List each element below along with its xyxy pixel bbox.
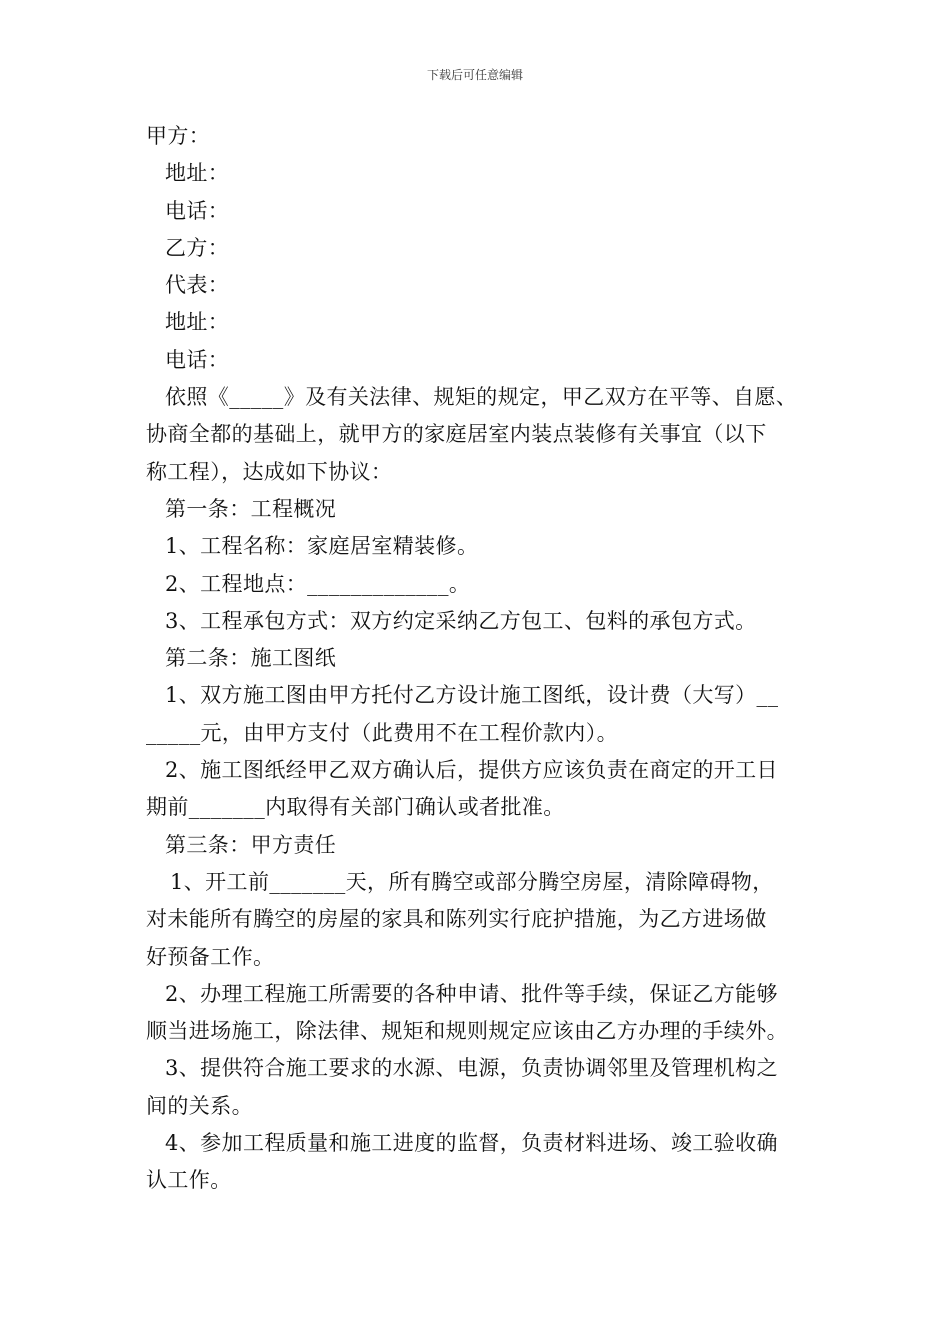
article-1-item-2: 2、工程地点：_____________。	[165, 571, 471, 596]
article-3-item-4-line-1: 4、参加工程质量和施工进度的监督，负责材料进场、竣工验收确	[165, 1131, 778, 1156]
article-2-item-1-line-2: _____元，由甲方支付（此费用不在工程价款内）。	[146, 720, 618, 745]
article-3-item-4-line-2: 认工作。	[146, 1168, 232, 1193]
article-1-item-3: 3、工程承包方式：双方约定采纳乙方包工、包料的承包方式。	[165, 608, 757, 633]
preamble-line-3: 称工程），达成如下协议：	[146, 459, 393, 484]
article-3-item-2-line-2: 顺当进场施工，除法律、规矩和规则规定应该由乙方办理的手续外。	[146, 1019, 788, 1044]
preamble-line-1: 依照《_____》及有关法律、规矩的规定，甲乙双方在平等、自愿、	[165, 385, 798, 410]
article-3-item-2-line-1: 2、办理工程施工所需要的各种申请、批件等手续，保证乙方能够	[165, 981, 778, 1006]
article-3-item-1-line-2: 对未能所有腾空的房屋的家具和陈列实行庇护措施，为乙方进场做	[146, 907, 767, 932]
contract-body	[146, 118, 816, 1200]
party-b-address: 地址：	[165, 310, 230, 335]
article-1-item-1: 1、工程名称：家庭居室精装修。	[165, 534, 479, 559]
article-3-item-3-line-1: 3、提供符合施工要求的水源、电源，负责协调邻里及管理机构之	[165, 1056, 778, 1081]
party-a-phone: 电话：	[165, 198, 230, 223]
article-3-item-3-line-2: 间的关系。	[146, 1093, 253, 1118]
article-3-item-1-line-1: 1、开工前_______天，所有腾空或部分腾空房屋，清除障碍物，	[170, 869, 774, 894]
party-b-phone: 电话：	[165, 347, 230, 372]
party-b-label: 乙方：	[165, 235, 230, 260]
party-a-label: 甲方：	[146, 124, 211, 148]
header-note: 下载后可任意编辑	[426, 68, 523, 82]
article-2-item-2-line-1: 2、施工图纸经甲乙双方确认后，提供方应该负责在商定的开工日	[165, 758, 778, 783]
article-2-item-1-line-1: 1、双方施工图由甲方托付乙方设计施工图纸，设计费（大写）__	[165, 683, 779, 708]
article-2-item-2-line-2: 期前_______内取得有关部门确认或者批准。	[146, 795, 565, 820]
article-3-heading: 第三条：甲方责任	[165, 832, 337, 857]
party-a-address: 地址：	[165, 161, 230, 186]
preamble-line-2: 协商全都的基础上，就甲方的家庭居室内装点装修有关事宜（以下	[146, 422, 767, 447]
party-b-representative: 代表：	[165, 273, 230, 298]
article-3-item-1-line-3: 好预备工作。	[146, 944, 275, 969]
article-2-heading: 第二条：施工图纸	[165, 646, 337, 671]
article-1-heading: 第一条：工程概况	[165, 496, 337, 521]
